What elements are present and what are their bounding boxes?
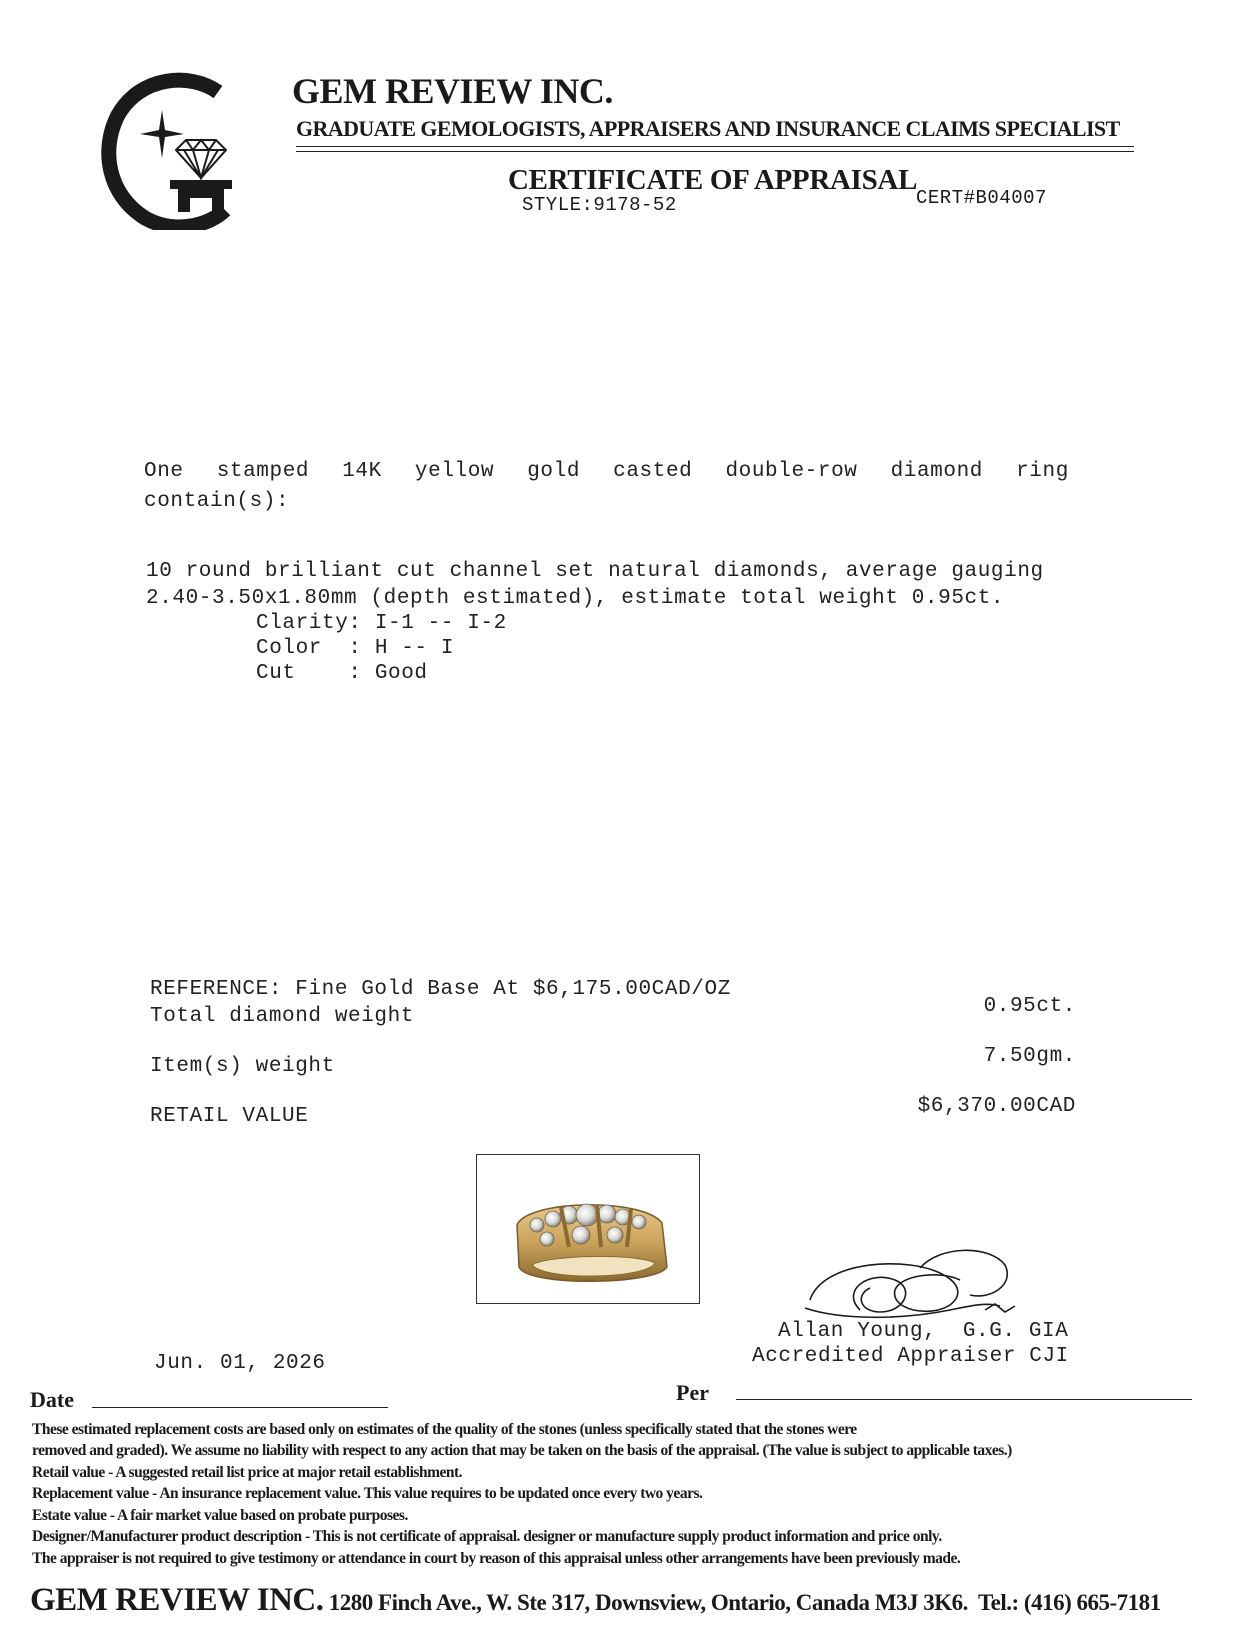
appraiser-name: Allan Young, G.G. GIA [778,1320,1069,1343]
total-diamond-weight-value: 0.95ct. [983,995,1076,1018]
item-weight-value: 7.50gm. [983,1045,1076,1068]
appraisal-date: Jun. 01, 2026 [154,1352,326,1375]
item-weight-label: Item(s) weight [150,1055,335,1078]
desc-word: casted [613,460,693,483]
date-signature-line [92,1407,388,1408]
disclaimer-line: Retail value - A suggested retail list price at major retail establishment. [32,1464,463,1481]
cert-number: CERT#B04007 [916,187,1047,209]
desc-word: stamped [216,460,310,483]
desc-word: gold [527,460,581,483]
per-signature-line [736,1399,1192,1400]
date-label: Date [30,1387,74,1412]
item-description-line1 [144,460,1069,483]
total-diamond-weight-label: Total diamond weight [150,1005,415,1028]
retail-value-amount: $6,370.00CAD [917,1095,1076,1118]
footer-company-name: GEM REVIEW INC. [30,1582,324,1618]
disclaimer-line: The appraiser is not required to give testimony or attendance in court by reason of this appraisal unless other arrangements have been previously made. [32,1550,961,1567]
company-name: GEM REVIEW INC. [292,71,613,111]
header-rule-bottom [296,151,1134,152]
desc-word: double-row [725,460,858,483]
ring-photo [477,1155,699,1303]
header-rule-top [296,146,1134,147]
desc-word: diamond [890,460,983,483]
gold-reference: REFERENCE: Fine Gold Base At $6,175.00CAD/OZ [150,978,731,1001]
per-label: Per [676,1380,709,1405]
desc-word: ring [1016,460,1069,483]
appraiser-signature [800,1240,1030,1330]
footer-contact [30,1582,1161,1619]
desc-word: yellow [414,460,495,483]
style-number: STYLE:9178-52 [522,194,677,216]
desc-word: One [144,460,184,483]
stone-description-line1: 10 round brilliant cut channel set natural diamonds, average gauging [146,560,1044,583]
disclaimer-line: Designer/Manufacturer product description - This is not certificate of appraisal. designer or manufacture supply product information and price only. [32,1528,942,1545]
company-tagline: GRADUATE GEMOLOGISTS, APPRAISERS AND INSURANCE CLAIMS SPECIALIST [296,116,1120,141]
ring-photo-frame [476,1154,700,1304]
retail-value-label: RETAIL VALUE [150,1105,309,1128]
disclaimer-line: Replacement value - An insurance replacement value. This value requires to be updated once every two years. [32,1485,703,1502]
disclaimer-line: removed and graded). We assume no liability with respect to any action that may be taken on the basis of the appraisal. (The value is subject to applicable taxes.) [32,1442,1012,1459]
color-grade: Color : H -- I [256,637,455,660]
clarity-grade: Clarity: I-1 -- I-2 [256,612,507,635]
desc-word: 14K [342,460,382,483]
gem-review-logo [100,70,245,230]
disclaimer-line: These estimated replacement costs are based only on estimates of the quality of the stones (unless specifically stated that the stones were [32,1421,857,1438]
item-description-line2: contain(s): [144,490,290,513]
certificate-title: CERTIFICATE OF APPRAISAL [508,164,918,196]
cut-grade: Cut : Good [256,662,428,685]
stone-description-line2: 2.40-3.50x1.80mm (depth estimated), estimate total weight 0.95ct. [146,587,1005,610]
appraiser-title: Accredited Appraiser CJI [752,1345,1069,1368]
disclaimer-line: Estate value - A fair market value based on probate purposes. [32,1507,408,1524]
footer-address: 1280 Finch Ave., W. Ste 317, Downsview, Ontario, Canada M3J 3K6. Tel.: (416) 665-7181 [323,1590,1161,1615]
